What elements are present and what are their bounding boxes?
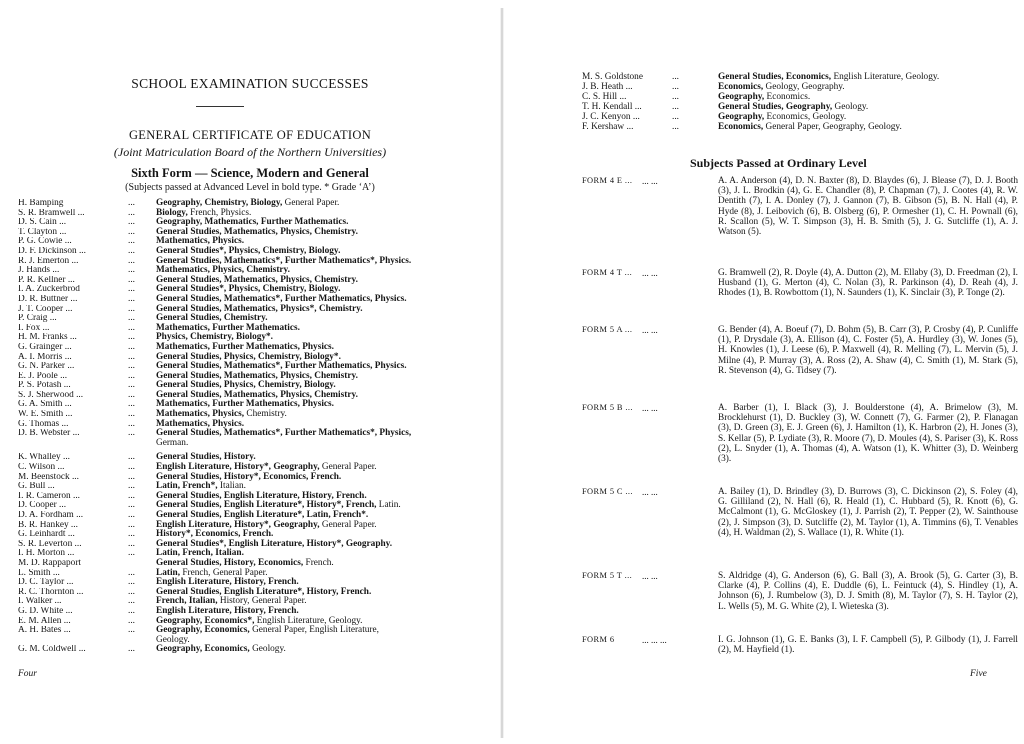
student-row	[18, 439, 498, 449]
student-name: M. D. Rappaport	[18, 558, 82, 568]
advanced-subjects: French, Italian,	[156, 596, 218, 607]
leader-dots: ...	[128, 245, 135, 256]
leader-dots: ...	[128, 471, 135, 482]
student-name: R. J. Emerton ...	[18, 256, 79, 266]
form-result-block	[582, 487, 1022, 538]
leader-dots: ...	[672, 82, 679, 92]
student-name	[18, 439, 128, 449]
leader-dots: ...	[128, 284, 135, 295]
leader-dots: ... ...	[642, 325, 658, 335]
student-row	[18, 228, 498, 238]
leader-dots: ...	[128, 236, 135, 247]
subjects	[156, 439, 441, 449]
other-subjects: Latin.	[376, 500, 401, 511]
form-passes: I. G. Johnson (1), G. E. Banks (3), I. F. Campbell (5), P. Gilbody (1), J. Farrell (2), M. Hayfield (1).	[718, 635, 1018, 656]
subjects	[156, 645, 441, 655]
leader-dots: ...	[128, 313, 135, 324]
other-subjects: French, General Paper.	[180, 567, 268, 578]
other-subjects: French.	[303, 557, 334, 568]
other-subjects: Economics.	[764, 92, 811, 102]
advanced-subjects: General Studies, English Literature*, History*, French,	[156, 500, 377, 511]
leader-dots: ...	[128, 577, 135, 588]
student-row	[582, 92, 1022, 102]
grade-note: (Subjects passed at Advanced Level in bold type. * Grade ‘A’)	[125, 182, 375, 193]
advanced-subjects: General Studies*, Physics, Chemistry, Biology.	[156, 284, 341, 295]
student-name: B. R. Hankey ...	[18, 520, 78, 530]
form-label: FORM 5 C ...	[582, 487, 633, 496]
leader-dots: ...	[128, 293, 135, 304]
student-name: L. Smith ...	[18, 568, 60, 578]
other-subjects: General Paper.	[319, 519, 377, 530]
leader-dots: ... ...	[642, 176, 658, 186]
advanced-subjects: Geography,	[718, 112, 765, 122]
leader-dots: ...	[128, 265, 135, 276]
leader-dots: ...	[128, 615, 135, 626]
form-passes: A. Barber (1), I. Black (3), J. Boulderstone (4), A. Brimelow (3), M. Brocklehurst (1), D. Buckley (3), W. Connett (7), G. Farmer (2), P. Flanagan (3), D. Green (3), E. J. Green (6), J. Hamilton (1), K. Harbron (2), H. Jones (3), S. Kellar (5), P. Lydiate (3), R. Moore (7), D. Moules (4), S. Pariser (3), K. Ross (2), L. Snyder (1), A. Thomas (4), A. Watson (1), K. Whitter (3), D. Weinberg (3).	[718, 403, 1018, 465]
student-name: D. Cooper ...	[18, 501, 67, 511]
board-subtitle: (Joint Matriculation Board of the Northern Universities)	[113, 145, 387, 159]
advanced-subjects: General Studies, Mathematics, Physics, Chemistry.	[156, 370, 358, 381]
leader-dots: ...	[128, 586, 135, 597]
student-row	[582, 82, 1022, 92]
advanced-subjects: General Studies, Mathematics, Physics*, Chemistry.	[156, 303, 363, 314]
advanced-subjects: General Studies, History*, Economics, French.	[156, 471, 342, 482]
leader-dots: ...	[128, 409, 135, 420]
other-subjects: English Literature, Geology.	[831, 72, 940, 82]
leader-dots: ...	[128, 255, 135, 266]
advanced-subjects: General Studies, Mathematics*, Further Mathematics, Physics.	[156, 293, 407, 304]
leader-dots: ...	[128, 596, 135, 607]
student-row	[582, 102, 1022, 112]
student-name: I. R. Cameron ...	[18, 491, 80, 501]
advanced-subjects: Mathematics, Physics.	[156, 418, 245, 429]
form-passes: S. Aldridge (4), G. Anderson (6), G. Ball (3), A. Brook (5), G. Carter (3), B. Clarke (4), P. Collins (4), E. Duddle (6), L. Feintuck (4), S. Hindley (1), A. Johnson (6), J. Rumbelow (3), D. J. Smith (8), M. Taylor (7), S. H. Taylor (2), L. Wells (5), M. G. White (2), I. Wieteska (3).	[718, 571, 1018, 612]
sixth-form-heading: Sixth Form — Science, Modern and General	[131, 166, 369, 180]
advanced-subjects: Mathematics, Physics, Chemistry.	[156, 265, 291, 276]
advanced-subjects: English Literature, History*, Geography,	[156, 519, 320, 530]
advanced-results-continued	[582, 72, 1022, 132]
other-subjects: Geology.	[156, 634, 190, 645]
leader-dots: ... ...	[642, 268, 658, 278]
advanced-subjects: Geography, Economics,	[156, 644, 250, 655]
leader-dots: ... ...	[642, 571, 658, 581]
leader-dots: ...	[128, 519, 135, 530]
other-subjects: General Paper, Geography, Geology.	[763, 122, 902, 132]
leader-dots: ... ... ...	[642, 635, 667, 645]
subjects	[718, 92, 1018, 102]
leader-dots: ...	[672, 112, 679, 122]
advanced-subjects: Latin, French*,	[156, 481, 218, 492]
other-subjects: Economics, Geology.	[764, 112, 847, 122]
leader-dots: ... ...	[642, 403, 658, 413]
form-label: FORM 6	[582, 635, 615, 644]
student-row	[18, 626, 498, 636]
student-row	[582, 72, 1022, 82]
student-name: M. Beenstock ...	[18, 472, 79, 482]
student-name: J. B. Heath ...	[582, 82, 633, 92]
student-name	[18, 636, 128, 646]
leader-dots: ...	[672, 92, 679, 102]
leader-dots: ...	[128, 418, 135, 429]
leader-dots: ...	[128, 370, 135, 381]
leader-dots: ...	[128, 462, 135, 473]
leader-dots: ...	[128, 351, 135, 362]
form-result-block	[582, 403, 1022, 464]
advanced-subjects: General Studies, History.	[156, 452, 256, 463]
subjects	[156, 429, 441, 439]
leader-dots: ...	[128, 226, 135, 237]
other-subjects: English Literature, Geology.	[254, 615, 363, 626]
advanced-subjects: General Studies, Physics, Chemistry, Biology*.	[156, 351, 341, 362]
form-result-block	[582, 268, 1022, 299]
advanced-subjects: General Studies, Mathematics*, Further Mathematics*, Physics.	[156, 255, 412, 266]
advanced-subjects: Biology,	[156, 207, 188, 218]
student-name: I. Walker ...	[18, 597, 62, 607]
form-label: FORM 5 T ...	[582, 571, 633, 580]
student-name: W. E. Smith ...	[18, 410, 73, 420]
subjects	[718, 102, 1018, 112]
student-name: S. R. Leverton ...	[18, 539, 82, 549]
student-name: T. Clayton ...	[18, 227, 67, 237]
student-name: C. Wilson ...	[18, 463, 65, 473]
subjects	[718, 112, 1018, 122]
advanced-subjects: Latin,	[156, 567, 181, 578]
advanced-subjects: General Studies, English Literature*, History, French.	[156, 586, 372, 597]
leader-dots: ...	[128, 361, 135, 372]
student-name: D. C. Taylor ...	[18, 578, 74, 588]
leader-dots: ... ...	[642, 487, 658, 497]
advanced-subjects: Mathematics, Further Mathematics, Physics.	[156, 399, 334, 410]
student-name: S. R. Bramwell ...	[18, 208, 85, 218]
leader-dots: ...	[128, 303, 135, 314]
student-row	[582, 122, 1022, 132]
leader-dots: ...	[128, 529, 135, 540]
other-subjects: Chemistry.	[244, 409, 287, 420]
student-name: D. S. Cain ...	[18, 218, 67, 228]
leader-dots: ...	[128, 481, 135, 492]
advanced-subjects: English Literature, History, French.	[156, 605, 299, 616]
subjects	[718, 82, 1018, 92]
sixth-form-results-list	[18, 199, 498, 655]
form-passes: G. Bender (4), A. Boeuf (7), D. Bohm (5), B. Carr (3), P. Crosby (4), P. Cunliffe (1), P. Drysdale (3), A. Ellison (4), C. Foster (5), A. Hurdley (3), W. Jones (5), H. Knowles (1), J. Leese (6), P. Maxwell (4), R. Melling (7), L. Mervin (5), J. Milne (4), P. Murray (3), A. Ross (2), A. Shaw (4), C. Smith (1), M. Stark (5), R. Stevenson (4), G. Tidsey (7).	[718, 325, 1018, 376]
advanced-subjects: General Studies, Mathematics, Physics, Chemistry.	[156, 389, 358, 400]
student-row	[18, 429, 498, 439]
leader-dots: ...	[672, 102, 679, 112]
student-row	[18, 645, 498, 655]
advanced-subjects: Mathematics, Further Mathematics, Physics.	[156, 341, 334, 352]
student-name: P. Craig ...	[18, 314, 57, 324]
student-name: I. Fox ...	[18, 323, 50, 333]
student-row	[18, 540, 498, 550]
student-name: G. Bull ...	[18, 482, 55, 492]
advanced-subjects: General Studies, History, Economics,	[156, 557, 304, 568]
form-result-block	[582, 571, 1022, 612]
form-passes: G. Bramwell (2), R. Doyle (4), A. Dutton (2), M. Ellaby (3), D. Freedman (2), I. Husband (1), G. Merton (4), C. Nolan (3), R. Parkinson (4), D. Reah (4), J. Rhodes (1), B. Rowbottom (1), N. Saunders (1), K. Sinclair (3), P. Tonge (2).	[718, 268, 1018, 299]
student-name: T. H. Kendall ...	[582, 102, 642, 112]
student-name: P. S. Potash ...	[18, 381, 71, 391]
student-name: C. S. Hill ...	[582, 92, 627, 102]
student-row	[582, 112, 1022, 122]
title-divider	[196, 106, 244, 107]
leader-dots: ...	[128, 510, 135, 520]
leader-dots: ...	[128, 399, 135, 410]
student-name: J. C. Kenyon ...	[582, 112, 640, 122]
leader-dots: ...	[128, 452, 135, 463]
other-subjects: General Paper, English Literature,	[249, 625, 379, 636]
student-name: I. H. Morton ...	[18, 549, 75, 559]
form-result-block	[582, 635, 1022, 655]
leader-dots: ...	[128, 207, 135, 218]
advanced-subjects: Mathematics, Further Mathematics.	[156, 322, 300, 333]
advanced-subjects: General Studies*, English Literature, History*, Geography.	[156, 538, 393, 549]
advanced-subjects: General Studies, Physics, Chemistry, Biology.	[156, 380, 336, 391]
left-page	[0, 0, 500, 744]
advanced-subjects: General Studies, Mathematics*, Further Mathematics*, Physics,	[156, 428, 412, 439]
advanced-subjects: General Studies, Chemistry.	[156, 313, 268, 324]
student-name: G. N. Parker ...	[18, 362, 75, 372]
advanced-subjects: General Studies, English Literature, History, French.	[156, 490, 367, 501]
other-subjects: Geology, Geography.	[763, 82, 845, 92]
advanced-subjects: Economics,	[718, 122, 764, 132]
form-label: FORM 4 T ...	[582, 268, 633, 277]
advanced-subjects: Mathematics, Physics.	[156, 236, 245, 247]
student-name: E. J. Poole ...	[18, 371, 68, 381]
student-name: G. Thomas ...	[18, 419, 69, 429]
subjects	[156, 626, 441, 636]
leader-dots: ...	[128, 644, 135, 655]
leader-dots: ...	[128, 567, 135, 578]
leader-dots: ...	[128, 274, 135, 285]
advanced-subjects: Geography, Economics,	[156, 625, 250, 636]
gce-heading: GENERAL CERTIFICATE OF EDUCATION	[128, 128, 372, 142]
subjects	[718, 122, 1018, 132]
student-name: G. Grainger ...	[18, 342, 72, 352]
page-number-right: Five	[970, 669, 987, 679]
student-name: J. T. Cooper ...	[18, 304, 73, 314]
leader-dots	[128, 439, 156, 449]
advanced-subjects: General Studies, Mathematics*, Further Mathematics, Physics.	[156, 361, 407, 372]
advanced-subjects: Mathematics, Physics,	[156, 409, 245, 420]
book-gutter	[500, 8, 504, 738]
leader-dots: ...	[128, 198, 135, 208]
advanced-subjects: General Studies, Economics,	[718, 72, 832, 82]
student-name: G. D. White ...	[18, 606, 73, 616]
advanced-subjects: English Literature, History*, Geography,	[156, 462, 320, 473]
student-name: D. B. Webster ...	[18, 429, 80, 439]
advanced-subjects: General Studies, English Literature*, Latin, French*.	[156, 510, 369, 520]
other-subjects: Geology.	[832, 102, 869, 112]
student-name: I. A. Zuckerbrod	[18, 285, 80, 295]
student-name: G. A. Smith ...	[18, 400, 72, 410]
ordinary-level-heading: Subjects Passed at Ordinary Level	[690, 156, 867, 170]
leader-dots: ...	[128, 380, 135, 391]
student-name: H. Bamping	[18, 199, 64, 208]
form-result-block	[582, 176, 1022, 237]
student-name: G. Leinhardt ...	[18, 530, 75, 540]
advanced-subjects: English Literature, History, French.	[156, 577, 299, 588]
other-subjects: General Paper.	[282, 198, 340, 208]
student-name: G. M. Coldwell ...	[18, 645, 86, 655]
leader-dots: ...	[128, 490, 135, 501]
leader-dots: ...	[672, 72, 679, 82]
student-row	[18, 473, 498, 483]
advanced-subjects: Latin, French, Italian.	[156, 548, 244, 559]
student-name: P. R. Kellner ...	[18, 275, 75, 285]
advanced-subjects: General Studies, Mathematics, Physics, Chemistry.	[156, 274, 358, 285]
student-name: H. M. Franks ...	[18, 333, 77, 343]
form-passes: A. Bailey (1), D. Brindley (3), D. Burrows (3), C. Dickinson (2), S. Foley (4), G. Gilliland (2), N. Hall (6), R. Heald (1), C. Hubbard (5), R. Knott (6), G. McCalmont (1), G. McGloskey (1), J. Parrish (2), T. Pepper (2), W. Sainthouse (2), J. Simpson (3), D. Sutcliffe (2), M. Taylor (1), A. Timmins (6), T. Venables (4), H. Waldman (2), S. Wallace (1), R. White (1).	[718, 487, 1018, 538]
leader-dots: ...	[128, 389, 135, 400]
leader-dots: ...	[128, 548, 135, 559]
student-name: R. C. Thornton ...	[18, 587, 84, 597]
form-label: FORM 5 B ...	[582, 403, 633, 412]
leader-dots: ...	[672, 122, 679, 132]
student-name: K. Whalley ...	[18, 453, 70, 463]
other-subjects: General Paper.	[319, 462, 377, 473]
advanced-subjects: General Studies, Geography,	[718, 102, 833, 112]
student-name: J. Hands ...	[18, 266, 60, 276]
form-passes: A. A. Anderson (4), D. N. Baxter (8), D. Blaydes (6), J. Blease (7), D. J. Booth (3), J. L. Brodkin (4), G. E. Chandler (8), P. Chapman (7), J. Cootes (4), R. W. Dentith (7), I. A. Donley (7), J. Gannon (7), B. Gibson (5), B. N. Hall (4), P. Hyde (8), J. Leibovich (6), B. Olsberg (6), P. Ormesher (1), C. H. Pownall (6), R. Scallon (5), W. T. Simpson (3), H. B. Smith (5), J. G. Sutcliffe (1), A. J. Watson (5).	[718, 176, 1018, 238]
subjects	[718, 72, 1018, 82]
leader-dots: ...	[128, 322, 135, 333]
student-name: S. J. Sherwood ...	[18, 390, 84, 400]
student-name: E. M. Allen ...	[18, 616, 71, 626]
other-subjects: German.	[156, 437, 189, 448]
leader-dots: ...	[128, 538, 135, 549]
leader-dots: ...	[128, 217, 135, 228]
advanced-subjects: General Studies*, Physics, Chemistry, Biology.	[156, 245, 341, 256]
page-number-left: Four	[18, 669, 37, 679]
leader-dots: ...	[128, 332, 135, 343]
form-label: FORM 5 A ...	[582, 325, 633, 334]
advanced-subjects: Economics,	[718, 82, 764, 92]
other-subjects: History, General Paper.	[217, 596, 307, 607]
student-name: D. A. Fordham ...	[18, 511, 84, 520]
advanced-subjects: History*, Economics, French.	[156, 529, 274, 540]
student-name: F. Kershaw ...	[582, 122, 634, 132]
student-name: M. S. Goldstone	[582, 72, 643, 82]
other-subjects: French, Physics.	[187, 207, 252, 218]
student-row	[18, 410, 498, 420]
advanced-subjects: Geography, Economics*,	[156, 615, 255, 626]
leader-dots: ...	[128, 500, 135, 511]
page-title: SCHOOL EXAMINATION SUCCESSES	[131, 76, 369, 91]
advanced-subjects: Geography, Mathematics, Further Mathematics.	[156, 217, 349, 228]
right-page	[510, 0, 1024, 744]
advanced-subjects: Geography,	[718, 92, 765, 102]
form-result-block	[582, 325, 1022, 376]
leader-dots: ...	[128, 341, 135, 352]
other-subjects: Geology.	[249, 644, 286, 655]
advanced-subjects: General Studies, Mathematics, Physics, Chemistry.	[156, 226, 358, 237]
student-name: D. F. Dickinson ...	[18, 246, 86, 256]
student-name: A. I. Morris ...	[18, 352, 72, 362]
form-label: FORM 4 E ...	[582, 176, 633, 185]
student-name: P. G. Cowie ...	[18, 237, 72, 247]
other-subjects: Italian.	[217, 481, 246, 492]
advanced-subjects: Physics, Chemistry, Biology*.	[156, 332, 273, 343]
student-row	[18, 199, 498, 209]
student-name: A. H. Bates ...	[18, 626, 71, 636]
advanced-subjects: Geography, Chemistry, Biology,	[156, 198, 283, 208]
leader-dots: ...	[128, 428, 135, 439]
leader-dots: ...	[128, 625, 135, 636]
student-name: D. R. Buttner ...	[18, 294, 78, 304]
leader-dots: ...	[128, 605, 135, 616]
